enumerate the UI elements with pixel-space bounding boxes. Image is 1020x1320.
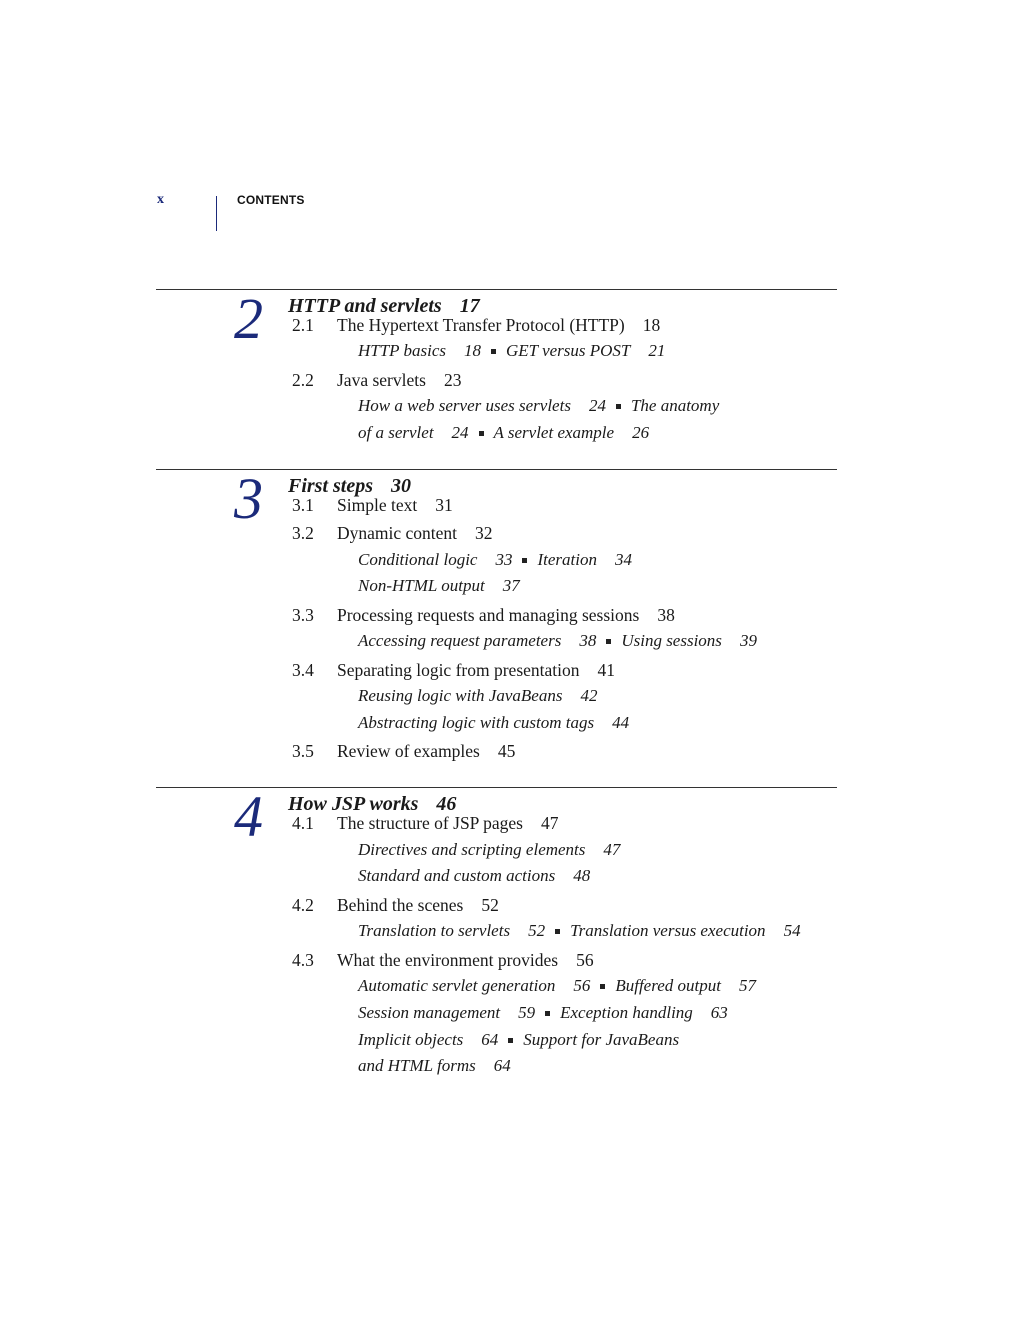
section-entry[interactable] [292, 950, 594, 971]
subsection-entry[interactable] [358, 396, 606, 415]
subsection-line [358, 576, 520, 596]
subsection-title: HTTP basics [358, 341, 447, 360]
subsection-line [358, 631, 757, 651]
section-number: 4.3 [292, 950, 314, 970]
subsection-entry[interactable] [358, 550, 512, 569]
chapter-title-text: HTTP and servlets [288, 295, 442, 317]
subsection-page-number: 26 [632, 423, 650, 442]
section-entry[interactable] [292, 495, 453, 516]
section-entry[interactable] [292, 523, 493, 544]
section-title: Separating logic from presentation [337, 660, 580, 680]
subsection-line [358, 976, 756, 996]
section-entry[interactable] [292, 741, 515, 762]
subsection-page-number: 42 [580, 686, 598, 705]
subsection-line [358, 423, 649, 443]
chapter-number: 3 [234, 466, 263, 531]
subsection-line [358, 1003, 728, 1023]
subsection-title: The anatomy [630, 396, 720, 415]
section-page-number: 18 [642, 315, 661, 335]
subsection-line [358, 341, 665, 361]
subsection-page-number: 64 [493, 1056, 511, 1075]
section-title: The Hypertext Transfer Protocol (HTTP) [337, 315, 625, 335]
subsection-title: of a servlet [358, 423, 434, 442]
chapter-page-number: 30 [391, 475, 412, 497]
subsection-page-number: 34 [614, 550, 632, 569]
section-number: 3.1 [292, 495, 314, 515]
section-title: Dynamic content [337, 523, 458, 543]
running-head: CONTENTS [237, 193, 305, 207]
subsection-page-number: 37 [502, 576, 520, 595]
subsection-page-number: 63 [710, 1003, 728, 1022]
section-number: 4.1 [292, 813, 314, 833]
subsection-page-number: 64 [481, 1030, 499, 1049]
bullet-separator [545, 1011, 550, 1016]
section-number: 3.3 [292, 605, 314, 625]
bullet-separator [600, 984, 605, 989]
section-page-number: 31 [435, 495, 453, 515]
subsection-page-number: 59 [518, 1003, 536, 1022]
subsection-title: Conditional logic [358, 550, 478, 569]
subsection-page-number: 47 [603, 840, 621, 859]
section-page-number: 23 [443, 370, 462, 390]
bullet-separator [508, 1038, 513, 1043]
header-divider [216, 196, 217, 231]
subsection-entry[interactable] [358, 423, 469, 442]
subsection-entry[interactable] [358, 866, 590, 885]
section-title: Processing requests and managing sessions [337, 605, 640, 625]
subsection-entry[interactable] [358, 840, 620, 859]
subsection-entry[interactable] [621, 631, 757, 650]
subsection-page-number: 24 [451, 423, 469, 442]
subsection-page-number: 52 [528, 921, 546, 940]
subsection-entry[interactable] [631, 396, 719, 415]
subsection-entry[interactable] [570, 921, 800, 940]
subsection-title: Non-HTML output [358, 576, 485, 595]
section-page-number: 41 [597, 660, 615, 680]
section-page-number: 52 [481, 895, 499, 915]
subsection-title: Accessing request parameters [358, 631, 562, 650]
subsection-title: Translation versus execution [570, 921, 766, 940]
section-entry[interactable] [292, 605, 675, 626]
subsection-title: Reusing logic with JavaBeans [358, 686, 563, 705]
subsection-title: and HTML forms [358, 1056, 476, 1075]
subsection-title: GET versus POST [506, 341, 631, 360]
subsection-line [358, 921, 801, 941]
subsection-page-number: 48 [573, 866, 591, 885]
subsection-page-number: 24 [588, 396, 606, 415]
subsection-entry[interactable] [560, 1003, 728, 1022]
subsection-page-number: 21 [648, 341, 666, 360]
subsection-title: Implicit objects [358, 1030, 464, 1049]
subsection-page-number: 54 [783, 921, 801, 940]
section-title: Review of examples [337, 741, 480, 761]
section-number: 2.2 [292, 370, 314, 390]
subsection-line [358, 550, 632, 570]
subsection-line [358, 686, 597, 706]
section-entry[interactable] [292, 813, 558, 834]
subsection-title: Translation to servlets [358, 921, 511, 940]
subsection-title: Buffered output [615, 976, 721, 995]
chapter-title-text: How JSP works [288, 793, 419, 815]
subsection-entry[interactable] [358, 713, 629, 732]
section-entry[interactable] [292, 315, 660, 336]
subsection-entry[interactable] [506, 341, 665, 360]
subsection-entry[interactable] [358, 921, 545, 940]
subsection-entry[interactable] [494, 423, 650, 442]
subsection-entry[interactable] [358, 1003, 535, 1022]
section-page-number: 56 [576, 950, 594, 970]
subsection-entry[interactable] [358, 976, 590, 995]
subsection-entry[interactable] [537, 550, 632, 569]
subsection-entry[interactable] [358, 686, 597, 705]
subsection-title: How a web server uses servlets [358, 396, 571, 415]
subsection-title: Abstracting logic with custom tags [358, 713, 595, 732]
section-title: Java servlets [337, 370, 426, 390]
section-number: 3.4 [292, 660, 314, 680]
bullet-separator [522, 558, 527, 563]
subsection-entry[interactable] [615, 976, 756, 995]
subsection-page-number: 56 [573, 976, 591, 995]
subsection-page-number: 57 [738, 976, 756, 995]
section-number: 4.2 [292, 895, 314, 915]
subsection-page-number: 33 [495, 550, 513, 569]
subsection-line [358, 396, 719, 416]
subsection-entry[interactable] [358, 631, 596, 650]
section-page-number: 45 [497, 741, 516, 761]
bullet-separator [491, 349, 496, 354]
chapter-page-number: 17 [459, 295, 480, 317]
bullet-separator [479, 431, 484, 436]
subsection-title: Automatic servlet generation [358, 976, 556, 995]
subsection-page-number: 18 [464, 341, 482, 360]
subsection-entry[interactable] [358, 341, 481, 360]
subsection-title: Standard and custom actions [358, 866, 556, 885]
chapter-block [156, 784, 837, 1075]
subsection-entry[interactable] [358, 1030, 498, 1049]
subsection-title: Session management [358, 1003, 501, 1022]
subsection-title: A servlet example [493, 423, 615, 442]
chapter-page-number: 46 [436, 793, 457, 815]
section-number: 2.1 [292, 315, 314, 335]
chapter-block [156, 466, 837, 761]
section-title: The structure of JSP pages [337, 813, 523, 833]
subsection-entry[interactable] [358, 576, 520, 595]
section-entry[interactable] [292, 370, 461, 391]
page-number: x [157, 192, 164, 207]
bullet-separator [555, 929, 560, 934]
bullet-separator [616, 404, 621, 409]
subsection-page-number: 44 [612, 713, 630, 732]
section-page-number: 38 [657, 605, 675, 625]
section-number: 3.2 [292, 523, 314, 543]
subsection-line [358, 840, 620, 860]
subsection-title: Using sessions [621, 631, 722, 650]
subsection-line [358, 866, 590, 886]
chapter-number: 2 [234, 286, 263, 351]
subsection-title: Iteration [537, 550, 597, 569]
chapter-number: 4 [234, 784, 263, 849]
subsection-line [358, 1056, 511, 1076]
subsection-page-number: 38 [579, 631, 597, 650]
section-title: What the environment provides [337, 950, 559, 970]
bullet-separator [606, 639, 611, 644]
subsection-line [358, 713, 629, 733]
subsection-title: Directives and scripting elements [358, 840, 586, 859]
section-page-number: 47 [540, 813, 559, 833]
subsection-page-number: 39 [739, 631, 757, 650]
section-title: Behind the scenes [337, 895, 464, 915]
subsection-title: Exception handling [560, 1003, 693, 1022]
section-entry[interactable] [292, 660, 615, 681]
chapter-title-text: First steps [288, 475, 374, 497]
subsection-entry[interactable] [523, 1030, 679, 1049]
chapter-block [156, 286, 837, 442]
section-entry[interactable] [292, 895, 499, 916]
section-number: 3.5 [292, 741, 314, 761]
subsection-title: Support for JavaBeans [523, 1030, 680, 1049]
subsection-entry[interactable] [358, 1056, 511, 1075]
section-page-number: 32 [475, 523, 493, 543]
subsection-line [358, 1030, 679, 1050]
section-title: Simple text [337, 495, 418, 515]
